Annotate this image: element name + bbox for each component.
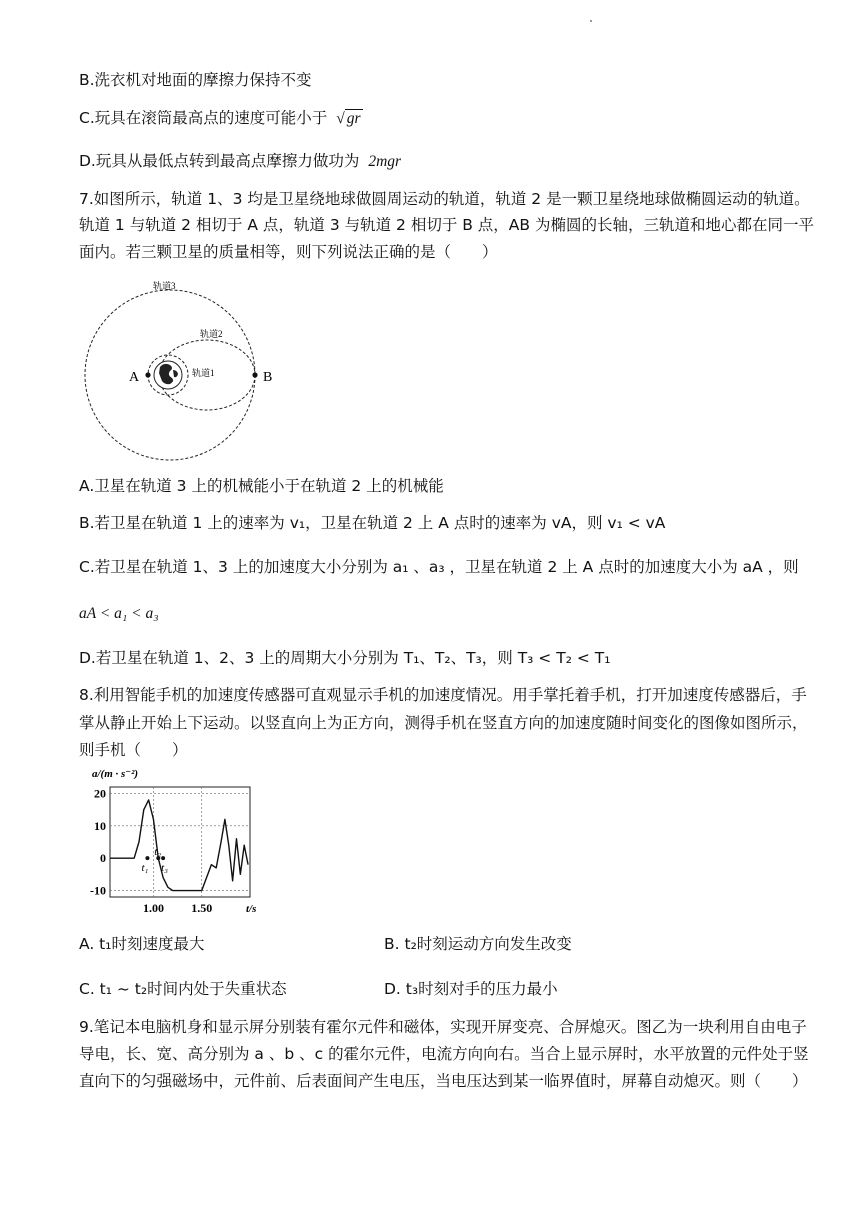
point-b-dot [252,372,257,377]
orbit-2-label: 轨道2 [200,329,223,339]
orbit-1-label: 轨道1 [192,368,215,378]
acceleration-chart [78,765,263,925]
point-b-label: B [263,370,273,385]
q7-option-d: D.若卫星在轨道 1、2、3 上的周期大小分别为 T₁、T₂、T₃，则 T₃ < T₂ < T₁ [79,649,611,667]
point-a-label: A [129,370,140,385]
q6-option-c-text: C.玩具在滚筒最高点的速度可能小于 [79,109,328,127]
y-tick-label: 20 [94,786,106,801]
q7-stem-line3: 面内。若三颗卫星的质量相等，则下列说法正确的是（ ） [79,243,498,261]
q8-option-c: C. t₁ ~ t₂时间内处于失重状态 [79,980,287,998]
q7-option-b: B.若卫星在轨道 1 上的速率为 v₁，卫星在轨道 2 上 A 点时的速率为 vA，则 v₁ < vA [79,514,666,532]
q9-stem-line3: 直向下的匀强磁场中，元件前、后表面间产生电压，当电压达到某一临界值时，屏幕自动熄灭。则（ ） [79,1072,808,1090]
time-point-label: t₁ [141,862,149,875]
q7-stem-line1: 7.如图所示，轨道 1、3 均是卫星绕地球做圆周运动的轨道，轨道 2 是一颗卫星绕地球做椭圆运动的轨道。 [79,190,810,208]
q8-stem-line2: 掌从静止开始上下运动。以竖直向上为正方向，测得手机在竖直方向的加速度随时间变化的图像如图所示， [79,714,808,732]
sqrt-formula: √ gr [336,110,361,127]
q6-option-d-formula: 2mgr [368,153,402,170]
point-a-dot [145,372,150,377]
q7-option-c-line1: C.若卫星在轨道 1、3 上的加速度大小分别为 a₁ 、a₃ ，卫星在轨道 2 上 A 点时的加速度大小为 aA ，则 [79,558,799,576]
orbit-3-label: 轨道3 [153,281,176,291]
x-tick-label: 1.00 [142,901,164,915]
x-tick-label: 1.50 [191,901,213,915]
time-point-marker [145,856,149,860]
q6-option-b: B.洗衣机对地面的摩擦力保持不变 [79,71,312,89]
q7-option-a: A.卫星在轨道 3 上的机械能小于在轨道 2 上的机械能 [79,477,444,495]
time-point-marker [161,856,165,860]
q9-stem-line1: 9.笔记本电脑机身和显示屏分别装有霍尔元件和磁体，实现开屏变亮、合屏熄灭。图乙为一块利用自由电子 [79,1018,807,1036]
time-point-label: t₂ [154,846,162,859]
scan-speck [590,20,592,22]
time-point-label: t₃ [161,862,168,875]
orbit-diagram [80,275,273,465]
q7-stem-line2: 轨道 1 与轨道 2 相切于 A 点，轨道 3 与轨道 2 相切于 B 点，AB 为椭圆的长轴，三轨道和地心都在同一平 [79,216,814,234]
series-line [110,800,248,891]
q8-stem-line3: 则手机（ ） [79,741,188,759]
x-axis-label: t/s [246,903,257,915]
q6-option-d [79,151,401,172]
q7-option-c-line2: aA < a₁ < a₃ [79,605,159,622]
q8-option-a: A. t₁时刻速度最大 [79,935,205,953]
y-tick-label: 0 [100,851,106,866]
q6-option-c [79,108,363,129]
q9-stem-line2: 导电，长、宽、高分别为 a 、b 、c 的霍尔元件，电流方向向右。当合上显示屏时，水平放置的元件处于竖 [79,1045,809,1063]
y-tick-label: -10 [90,883,106,898]
q6-option-d-text: D.玩具从最低点转到最高点摩擦力做功为 [79,152,360,170]
q8-option-b: B. t₂时刻运动方向发生改变 [384,935,572,953]
q8-stem-line1: 8.利用智能手机的加速度传感器可直观显示手机的加速度情况。用手掌托着手机，打开加速度传感器后，手 [79,686,807,704]
q8-option-d: D. t₃时刻对手的压力最小 [384,980,558,998]
chart-frame [110,787,250,897]
sqrt-radicand: gr [346,110,361,127]
y-axis-label: a/(m · s⁻²) [92,768,139,780]
y-tick-label: 10 [94,818,106,833]
